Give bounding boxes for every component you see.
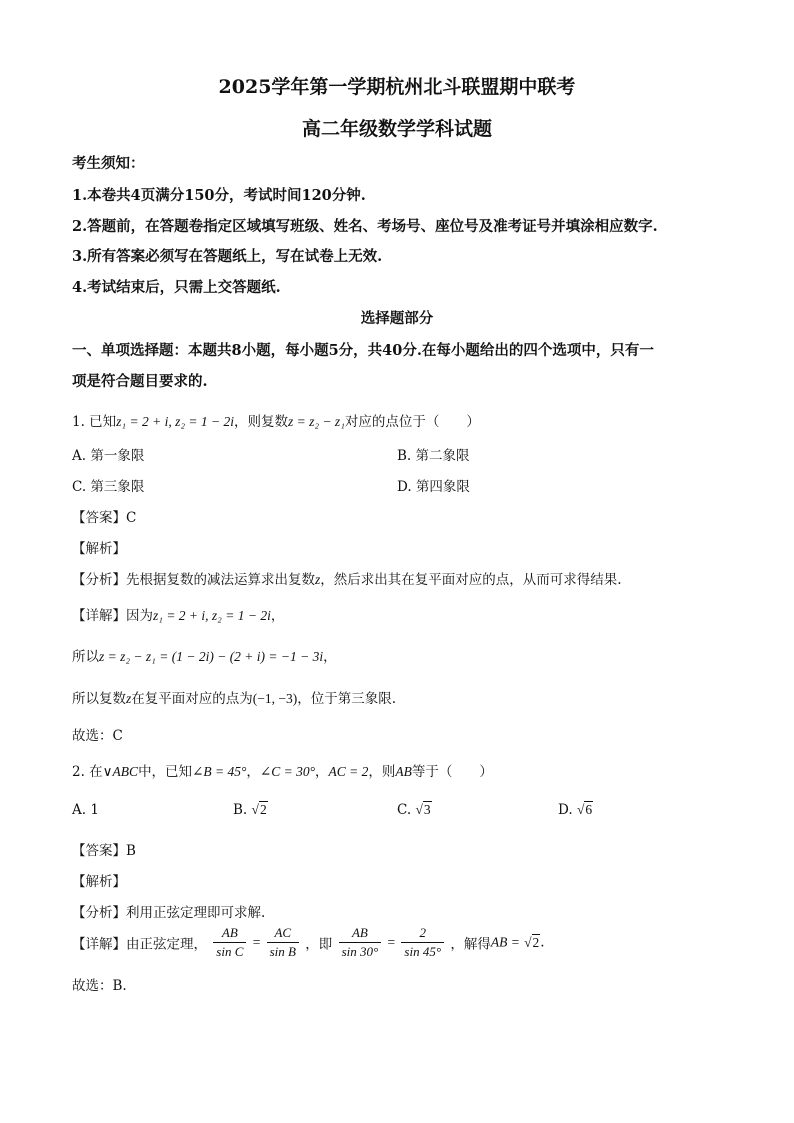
q1-xj2-text: ，: [323, 649, 337, 665]
q2-xj-text: ，解得: [450, 936, 491, 953]
page-subtitle: 高二年级数学学科试题: [301, 118, 492, 140]
q2-result-radicand: 2: [532, 934, 540, 950]
q2-option-c-radicand: 3: [423, 802, 431, 817]
q1-fenxi: [72, 568, 622, 588]
q1-option-a: A. 第一象限: [72, 448, 145, 464]
q1-given-formula: z₁ = 2 + i, z₂ = 1 − 2i: [116, 414, 235, 429]
q1-fenxi-text: 先根据复数的减法运算求出复数: [126, 572, 315, 588]
q1-fenxi-text: ，然后求出其在复平面对应的点，从而可求得结果.: [320, 572, 622, 588]
q2-side-ac: AC = 2: [328, 764, 369, 779]
sqrt-icon: √2: [251, 802, 267, 817]
section-intro: 一、单项选择题：本题共8小题，每小题5分，共40分.在每小题给出的四个选项中，只有一: [72, 342, 654, 359]
q1-option-b: B. 第二象限: [397, 448, 470, 464]
q2-side-ab: AB: [395, 764, 412, 779]
fraction: [267, 925, 299, 960]
q2-text: ，则: [368, 764, 396, 780]
q1-xiangjie-2: [72, 645, 337, 665]
q2-angle-b: ∠B = 45°: [192, 764, 247, 779]
notice-item: 2.答题前，在答题卷指定区域填写班级、姓名、考场号、座位号及准考证号并填涂相应数字.: [72, 218, 658, 235]
section-intro: 项是符合题目要求的.: [72, 373, 208, 390]
q1-prefix: 1. 已知: [72, 414, 117, 430]
q1-xj2-formula: z = z₂ − z₁ = (1 − 2i) − (2 + i) = −1 − 3i: [99, 649, 324, 664]
q1-xj1-text: 因为: [126, 608, 153, 624]
q1-xj3-var: z: [126, 691, 132, 706]
q2-prefix: 2. 在: [72, 764, 103, 780]
q2-xiangjie: [72, 925, 545, 960]
fraction-numerator: AB: [213, 925, 246, 943]
q1-xj2-text: 所以: [72, 649, 99, 665]
q2-xiangjie-tag: 【详解】: [72, 936, 126, 953]
q2-xj-text: 由正弦定理，: [126, 936, 207, 953]
q2-option-a: A. 1: [72, 802, 99, 818]
fraction-denominator: sin 45°: [404, 944, 442, 959]
q1-option-d: D. 第四象限: [397, 479, 470, 495]
question-2-stem: [72, 760, 493, 780]
q2-option-c-label: C.: [397, 802, 412, 818]
question-1-stem: [72, 410, 480, 430]
q1-xj1-formula: z₁ = 2 + i, z₂ = 1 − 2i: [153, 608, 271, 623]
q2-text: ，: [246, 764, 260, 780]
q2-fenxi-tag: 【分析】: [72, 905, 126, 921]
sqrt-icon: √6: [576, 802, 593, 817]
fraction: [339, 925, 382, 960]
sqrt-icon: √2: [524, 934, 540, 950]
q1-xiangjie-3: [72, 687, 396, 707]
q2-result-lhs: AB =: [490, 934, 520, 950]
notice-item: 3.所有答案必须写在答题纸上，写在试卷上无效.: [72, 248, 383, 265]
q2-triangle: ∨ABC: [102, 764, 139, 779]
q1-xj3-text: ，位于第三象限.: [297, 691, 397, 707]
fraction-denominator: sin B: [269, 944, 296, 959]
fraction-denominator: sin C: [216, 944, 244, 959]
q2-option-b-label: B.: [233, 802, 248, 818]
sqrt-icon: √3: [415, 802, 431, 817]
q1-xiangjie-1: [72, 604, 284, 624]
q1-option-c: C. 第三象限: [72, 479, 145, 495]
equals-sign: =: [387, 934, 396, 950]
q2-angle-c: ∠C = 30°: [259, 764, 315, 779]
q1-xiangjie-tag: 【详解】: [72, 608, 126, 624]
q2-option-d-label: D.: [558, 802, 573, 818]
q2-text: 等于（ ）: [411, 764, 493, 780]
q2-text: ，: [314, 764, 329, 780]
notice-item: 1.本卷共4页满分150分，考试时间120分钟.: [72, 187, 366, 204]
q1-fenxi-var: z: [315, 572, 321, 587]
equals-sign: =: [252, 934, 261, 950]
q1-suffix: 对应的点位于（ ）: [344, 414, 480, 430]
q1-xj3-text: 在复平面对应的点为: [131, 691, 253, 707]
q2-option-d: [558, 802, 593, 818]
q2-xj-text: ，即: [305, 936, 333, 953]
notice-item: 4.考试结束后，只需上交答题纸.: [72, 279, 281, 296]
section-title: 选择题部分: [360, 310, 434, 327]
q2-fenxi: [72, 901, 265, 921]
q2-fenxi-text: 利用正弦定理即可求解.: [126, 905, 266, 921]
q2-option-d-radicand: 6: [585, 802, 593, 817]
q2-choose: 故选：B.: [72, 978, 127, 994]
q2-option-b: [233, 802, 268, 818]
fraction-numerator: AC: [267, 925, 299, 943]
q1-choose: 故选：C: [72, 728, 123, 744]
notice-heading: 考生须知：: [72, 155, 145, 172]
q1-xj1-text: ，: [270, 608, 285, 624]
q1-fenxi-tag: 【分析】: [72, 572, 126, 588]
fraction-numerator: 2: [401, 925, 444, 943]
page-title: 2025学年第一学期杭州北斗联盟期中联考: [218, 76, 576, 98]
q2-option-b-radicand: 2: [259, 802, 267, 817]
q1-analysis-tag: 【解析】: [72, 541, 126, 557]
q1-mid: ，则复数: [234, 414, 289, 430]
q1-answer: 【答案】C: [72, 510, 137, 526]
q2-analysis-tag: 【解析】: [72, 874, 126, 890]
q1-xj3-point: (−1, −3): [252, 691, 298, 706]
fraction-numerator: AB: [339, 925, 382, 943]
q2-text: 中，已知: [138, 764, 193, 780]
fraction: [213, 925, 246, 960]
fraction-denominator: sin 30°: [341, 944, 379, 959]
q1-xj3-text: 所以复数: [72, 691, 126, 707]
q2-result-end: .: [540, 934, 545, 951]
fraction: [401, 925, 444, 960]
q2-option-c: [397, 802, 432, 818]
q1-expr-formula: z = z₂ − z₁: [288, 414, 345, 429]
q2-answer: 【答案】B: [72, 843, 136, 859]
